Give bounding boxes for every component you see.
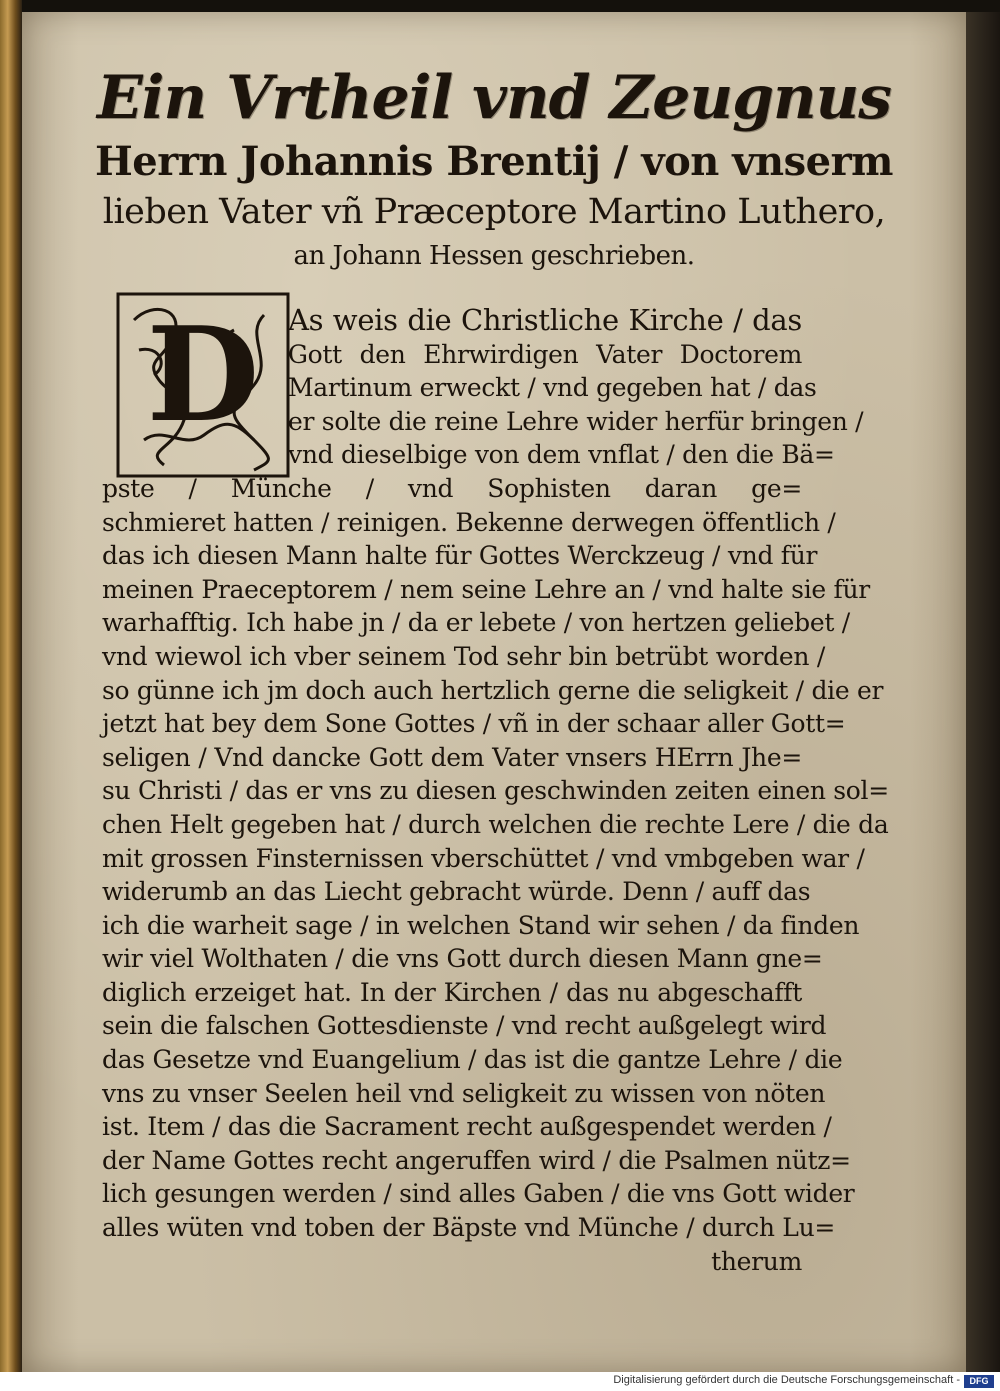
text-line: vnd wiewol ich vber seinem Tod sehr bin betrübt worden / <box>102 641 825 671</box>
text-line: lich gesungen werden / sind alles Gaben / die vns Gott wider <box>102 1179 855 1209</box>
text-line: diglich erzeiget hat. In der Kirchen / das nu abgeschafft <box>102 977 802 1007</box>
body-text <box>102 303 889 1278</box>
text-line: sein die falschen Gottesdienste / vnd recht außgelegt wird <box>102 1011 827 1041</box>
text-line: meinen Praeceptorem / nem seine Lehre an / vnd halte sie für <box>102 574 870 604</box>
footer-credit: Digitalisierung gefördert durch die Deutsche Forschungsgemeinschaft - <box>613 1374 960 1386</box>
title-block <box>22 60 966 276</box>
text-line: warhafftig. Ich habe jn / da er lebete / von hertzen geliebet / <box>102 608 850 638</box>
dfg-logo-icon: DFG <box>964 1375 994 1388</box>
book-spine-edge <box>0 0 22 1372</box>
text-line: seligen / Vnd dancke Gott dem Vater vnsers HErrn Jhe= <box>102 742 802 772</box>
text-line: mit grossen Finsternissen vberschüttet / vnd vmbgeben war / <box>102 843 865 873</box>
text-line: das ich diesen Mann halte für Gottes Werckzeug / vnd für <box>102 541 818 571</box>
text-line: su Christi / das er vns zu diesen geschwinden zeiten einen sol= <box>102 776 889 806</box>
text-line: wir viel Wolthaten / die vns Gott durch diesen Mann gne= <box>102 944 823 974</box>
text-line: Martinum erweckt / vnd gegeben hat / das <box>288 373 817 403</box>
text-line: schmieret hatten / reinigen. Bekenne derwegen öffentlich / <box>102 507 836 537</box>
text-line: ich die warheit sage / in welchen Stand wir sehen / da finden <box>102 910 860 940</box>
book-page <box>22 12 966 1372</box>
text-line: jetzt hat bey dem Sone Gottes / vñ in der schaar aller Gott= <box>102 709 846 739</box>
text-line: der Name Gottes recht angeruffen wird / die Psalmen nütz= <box>102 1145 851 1175</box>
footer-bar <box>0 1372 1000 1391</box>
page-title: Ein Vrtheil vnd Zeugnus <box>96 63 892 133</box>
subtitle-line-3: an Johann Hessen geschrieben. <box>293 241 695 271</box>
text-line: widerumb an das Liecht gebracht würde. Denn / auff das <box>102 877 811 907</box>
text-line: vnd dieselbige von dem vnflat / den die Bä= <box>288 440 835 470</box>
text-line: er solte die reine Lehre wider herfür bringen / <box>288 406 864 436</box>
catchword: therum <box>711 1246 802 1276</box>
text-line: Gott den Ehrwirdigen Vater Doctorem <box>288 339 802 369</box>
text-line: ist. Item / das die Sacrament recht außgespendet werden / <box>102 1112 832 1142</box>
subtitle-line-1: Herrn Johannis Brentij / von vnserm <box>95 138 893 185</box>
svg-text:D: D <box>146 298 260 451</box>
text-line: das Gesetze vnd Euangelium / das ist die gantze Lehre / die <box>102 1045 843 1075</box>
text-line: As weis die Christliche Kirche / das <box>288 303 802 337</box>
subtitle-line-2: lieben Vater vñ Præceptore Martino Luthero, <box>102 192 886 232</box>
book-right-edge <box>966 12 1000 1372</box>
text-line: so günne ich jm doch auch hertzlich gerne die seligkeit / die er <box>102 675 884 705</box>
text-line: pste / Münche / vnd Sophisten daran ge= <box>102 473 802 503</box>
text-line: alles wüten vnd toben der Bäpste vnd Münche / durch Lu= <box>102 1213 836 1243</box>
text-line: chen Helt gegeben hat / durch welchen die rechte Lere / die da <box>102 809 889 839</box>
text-line: vns zu vnser Seelen heil vnd seligkeit zu wissen von nöten <box>102 1078 826 1108</box>
